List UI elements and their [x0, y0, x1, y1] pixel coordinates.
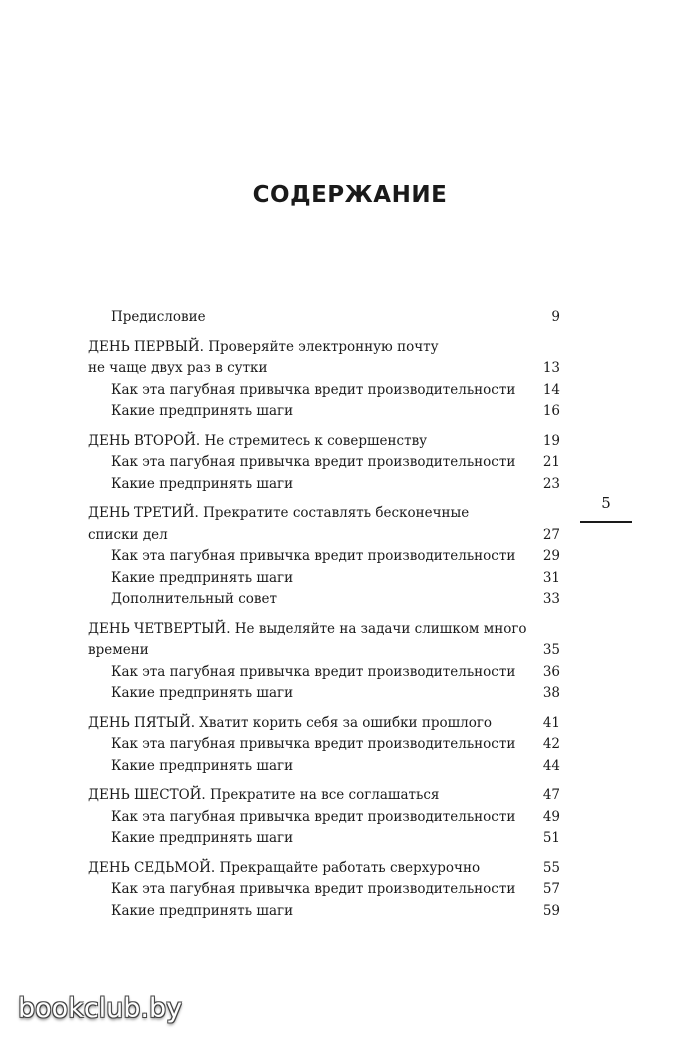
toc-entry-page: 14: [542, 381, 560, 398]
toc-entry-page: 13: [542, 360, 560, 376]
toc-subentry: [88, 662, 560, 684]
toc-entry-title: Как эта пагубная привычка вредит производительности: [111, 548, 516, 564]
toc-entry-title: Какие предпринять шаги: [111, 475, 294, 492]
table-of-contents: [88, 307, 560, 922]
toc-entry-title: Как эта пагубная привычка вредит производительности: [111, 881, 516, 897]
toc-subentry: [88, 401, 560, 423]
toc-entry-title: Какие предпринять шаги: [111, 403, 294, 419]
toc-gap: [88, 423, 560, 431]
toc-entry-page: 19: [542, 432, 560, 449]
toc-subentry: [88, 828, 560, 850]
toc-entry-title: Какие предпринять шаги: [111, 902, 294, 919]
watermark-logo: bookclub.by: [18, 993, 183, 1024]
toc-subentry: [88, 756, 560, 778]
toc-entry-page: 16: [542, 403, 560, 419]
toc-entry-title: Какие предпринять шаги: [111, 569, 294, 586]
toc-entry-page: 35: [542, 642, 560, 658]
toc-entry-title: Какие предпринять шаги: [111, 685, 294, 701]
toc-entry-page: 38: [542, 685, 560, 701]
page-number-rule: [580, 521, 632, 523]
toc-subentry: [88, 452, 560, 474]
toc-entry-page: 29: [542, 548, 560, 564]
toc-entry: [88, 358, 560, 380]
toc-entry-title: времени: [88, 642, 149, 658]
toc-entry: [88, 785, 560, 807]
toc-subentry: [88, 589, 560, 611]
toc-entry-title: Как эта пагубная привычка вредит производительности: [111, 736, 516, 752]
toc-entry-title: Как эта пагубная привычка вредит производительности: [111, 808, 516, 825]
toc-subentry: [88, 879, 560, 901]
toc-entry-title: Как эта пагубная привычка вредит производительности: [111, 454, 516, 470]
toc-entry-page: 21: [542, 454, 560, 470]
toc-entry: [88, 525, 560, 547]
toc-entry-page: 59: [542, 902, 560, 919]
toc-entry-title: Дополнительный совет: [111, 591, 277, 607]
page-number: 5: [601, 494, 611, 512]
toc-entry-title: ДЕНЬ ПЕРВЫЙ. Проверяйте электронную почту: [88, 338, 439, 355]
toc-subentry: [88, 683, 560, 705]
toc-entry-page: 23: [542, 475, 560, 492]
toc-entry-title: ДЕНЬ ЧЕТВЕРТЫЙ. Не выделяйте на задачи слишком много: [88, 620, 527, 637]
toc-subentry: [88, 546, 560, 568]
toc-entry-title: ДЕНЬ ТРЕТИЙ. Прекратите составлять бесконечные: [88, 505, 470, 521]
toc-gap: [88, 705, 560, 713]
toc-entry-page: 27: [542, 526, 560, 543]
toc-entry-page: 42: [542, 736, 560, 752]
toc-subentry: [88, 901, 560, 923]
toc-entry-page: 55: [542, 859, 560, 876]
toc-entry-page: 36: [542, 663, 560, 680]
toc-entry: [88, 640, 560, 662]
toc-subentry: [88, 807, 560, 829]
toc-entry: [88, 713, 560, 735]
toc-entry: [88, 619, 560, 641]
toc-entry-page: 49: [542, 808, 560, 825]
toc-gap: [88, 611, 560, 619]
toc-entry-page: 47: [542, 787, 560, 803]
toc-entry-page: 41: [542, 714, 560, 731]
toc-subentry: [88, 568, 560, 590]
toc-entry-title: ДЕНЬ СЕДЬМОЙ. Прекращайте работать сверхурочно: [88, 859, 481, 876]
toc-entry-title: Предисловие: [111, 309, 206, 325]
toc-entry-title: Как эта пагубная привычка вредит производительности: [111, 381, 516, 398]
toc-entry-page: 51: [542, 830, 560, 846]
toc-gap: [88, 329, 560, 337]
toc-gap: [88, 777, 560, 785]
toc-entry-title: списки дел: [88, 526, 168, 543]
toc-entry-page: 9: [551, 309, 560, 325]
toc-entry-title: ДЕНЬ ПЯТЫЙ. Хватит корить себя за ошибки прошлого: [88, 714, 493, 731]
toc-gap: [88, 495, 560, 503]
toc-entry: [88, 503, 560, 525]
toc-entry-title: Какие предпринять шаги: [111, 757, 294, 774]
toc-entry-page: 57: [542, 881, 560, 897]
toc-entry-page: 33: [542, 591, 560, 607]
toc-entry-title: Как эта пагубная привычка вредит производительности: [111, 663, 516, 680]
toc-gap: [88, 850, 560, 858]
toc-entry-title: ДЕНЬ ШЕСТОЙ. Прекратите на все соглашаться: [88, 787, 440, 803]
toc-entry-title: не чаще двух раз в сутки: [88, 360, 268, 376]
toc-subentry: [88, 734, 560, 756]
toc-entry: [88, 431, 560, 453]
toc-entry-page: 31: [542, 569, 560, 586]
toc-entry-page: 44: [542, 757, 560, 774]
toc-entry-title: Какие предпринять шаги: [111, 830, 294, 846]
page-title: СОДЕРЖАНИЕ: [252, 182, 448, 208]
toc-entry: [88, 337, 560, 359]
toc-entry: [88, 858, 560, 880]
toc-subentry: [88, 380, 560, 402]
toc-entry-title: ДЕНЬ ВТОРОЙ. Не стремитесь к совершенству: [88, 432, 428, 449]
toc-subentry: [88, 307, 560, 329]
toc-subentry: [88, 474, 560, 496]
